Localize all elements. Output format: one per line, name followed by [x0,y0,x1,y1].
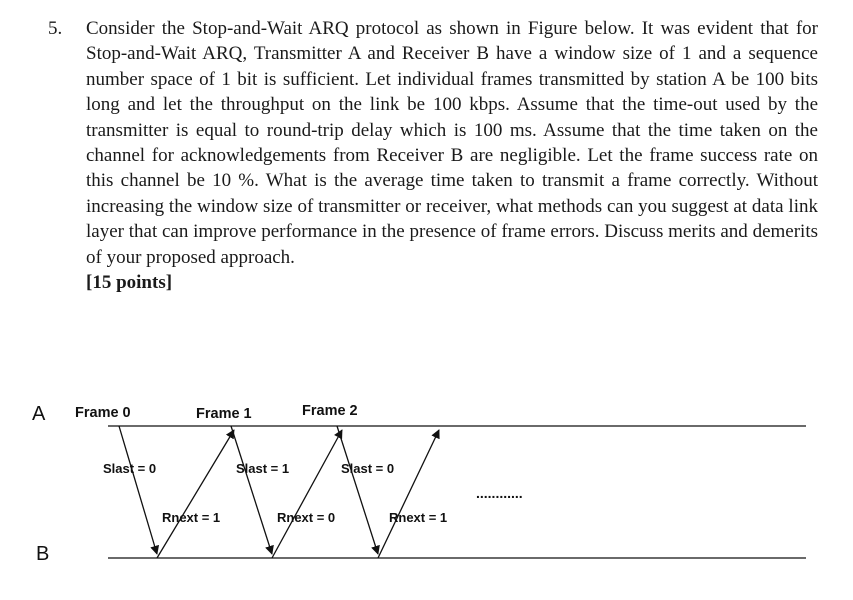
station-b-label: B [36,543,50,565]
ack-next-arrow [378,430,439,558]
slast-label-2: Slast = 0 [341,461,395,476]
station-a-label: A [32,403,46,425]
ack-0-arrow [272,430,342,558]
rnext-label-1: Rnext = 0 [277,510,336,525]
frame-0-arrow [119,426,157,554]
frame-1-arrow [231,426,272,554]
rnext-label-0: Rnext = 1 [162,510,221,525]
frame-2-label: Frame 2 [302,403,358,419]
question-text: Consider the Stop-and-Wait ARQ protocol as shown in Figure below. It was evident that for Stop-and-Wait ARQ, Transmitter A and Receiver B have a window size of 1 and a sequence number space of 1 bit is sufficient. Let individual frames transmitted by station A be 100 bits long and let the throughput on the link be 100 kbps. Assume that the time-out used by the transmitter is equal to round-trip delay which is 100 ms. Assume that the time taken on the channel for acknowledgements from Receiver B are negligible. Let the frame success rate on this channel be 10 %. What is the average time taken to transmit a frame correctly. Without increasing the window size of transmitter or receiver, what methods can you suggest at data link layer that can improve performance in the presence of frame errors. Discuss merits and demerits of your proposed approach. [86,18,818,268]
frame-1-label: Frame 1 [196,406,252,422]
continuation-dots: ............ [476,485,523,501]
question-number: 5. [48,18,63,39]
ack-1-arrow [157,430,234,558]
rnext-label-2: Rnext = 1 [389,510,448,525]
question-points: [15 points] [86,272,173,294]
slast-label-1: Slast = 1 [236,461,290,476]
frame-0-label: Frame 0 [75,405,131,421]
slast-label-0: Slast = 0 [103,461,157,476]
frame-2-arrow [337,426,378,554]
